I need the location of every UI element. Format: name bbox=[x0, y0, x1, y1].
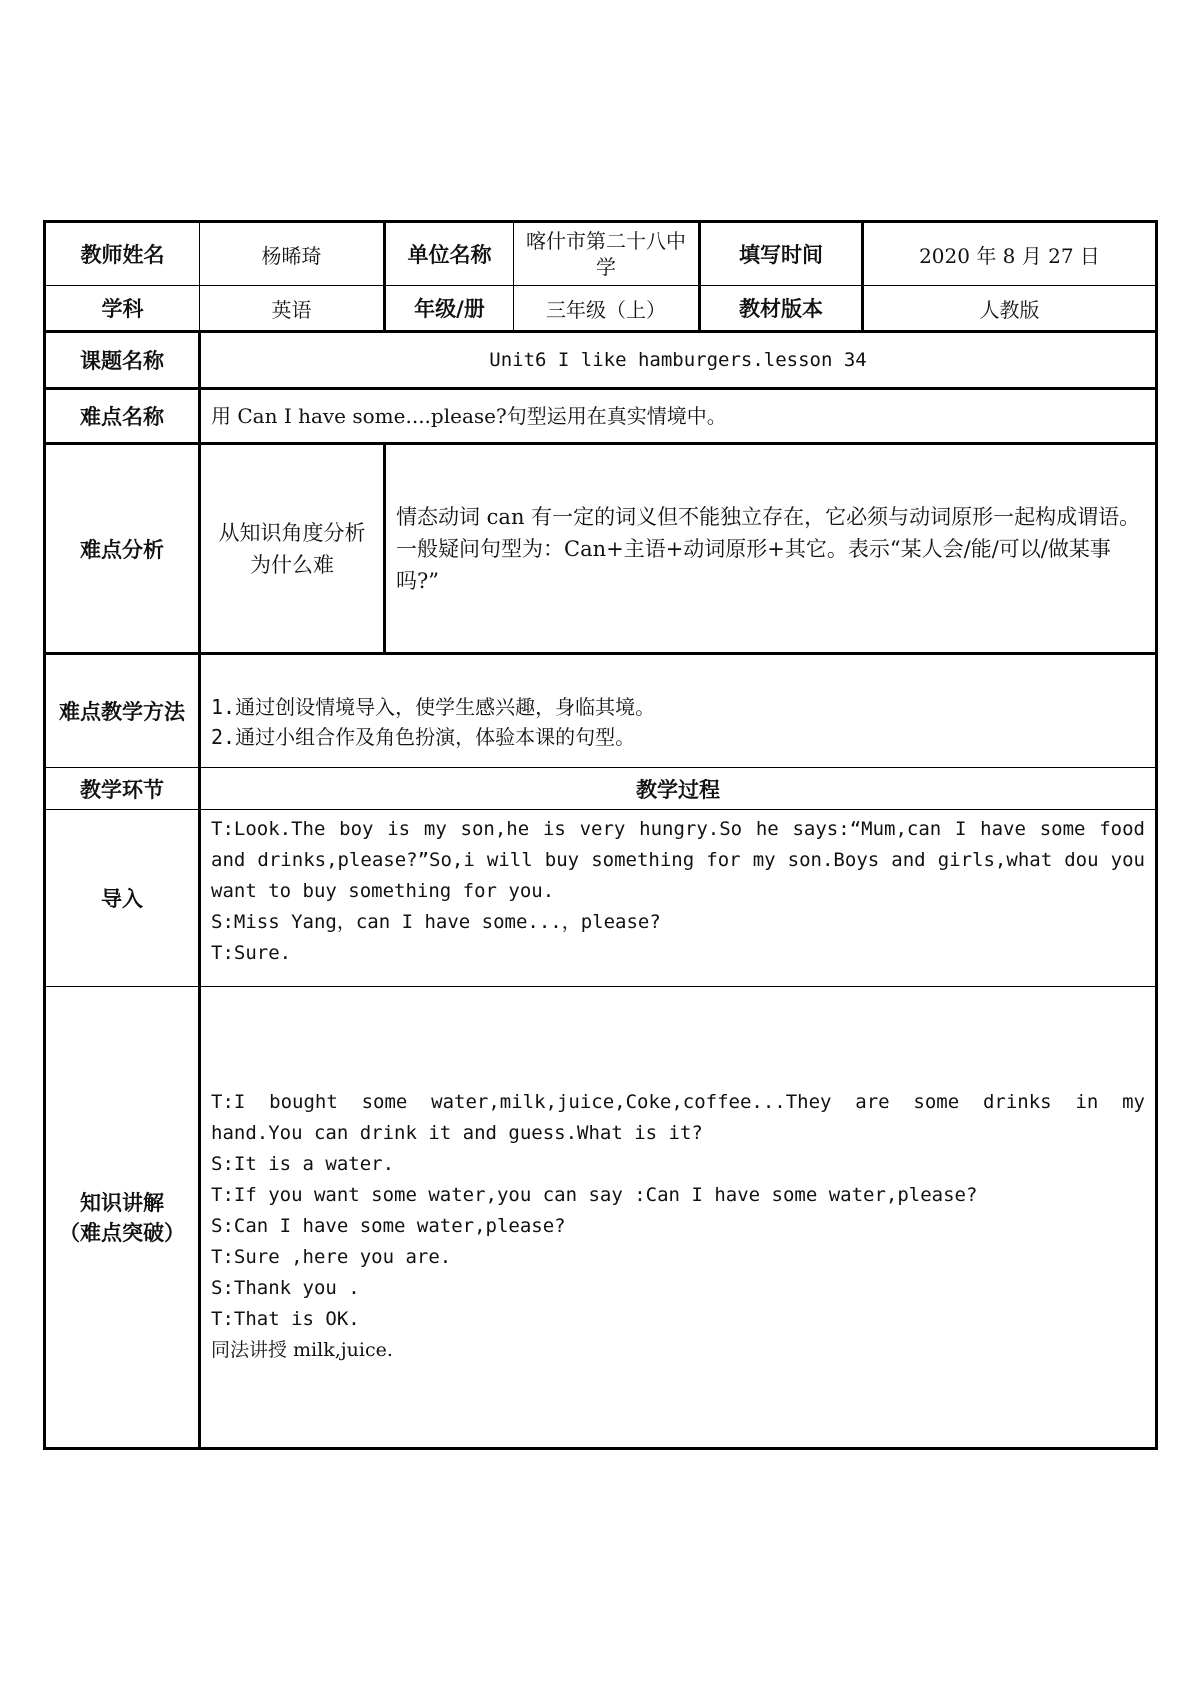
knowledge-line-8: 同法讲授 milk,juice. bbox=[211, 1339, 393, 1361]
analysis-sub-cell bbox=[200, 444, 385, 654]
intro-label: 导入 bbox=[45, 810, 200, 987]
analysis-text: 情态动词 can 有一定的词义但不能独立存在，它必须与动词原形一起构成谓语。一般疑问句型为：Can+主语+动词原形+其它。表示“某人会/能/可以/做某事吗?” bbox=[396, 504, 1141, 593]
intro-line-3: T:Sure. bbox=[211, 942, 292, 964]
analysis-text-cell bbox=[385, 444, 1157, 654]
knowledge-line-7: T:That is OK. bbox=[211, 1308, 360, 1330]
topic-value: Unit6 I like hamburgers.lesson 34 bbox=[200, 332, 1157, 389]
method-cell bbox=[200, 654, 1157, 768]
unit-name-label: 单位名称 bbox=[385, 222, 514, 286]
method-line-2: 2.通过小组合作及角色扮演，体验本课的句型。 bbox=[211, 725, 636, 749]
intro-line-1: T:Look.The boy is my son,he is very hungry.So he says:“Mum,can I have some food and drinks,please?”So,i will buy something for my son.Boys and girls,what dou you want to buy something for you. bbox=[211, 818, 1145, 902]
knowledge-label-cell bbox=[45, 987, 200, 1449]
process-header: 教学过程 bbox=[200, 768, 1157, 810]
textbook-edition-label: 教材版本 bbox=[700, 286, 863, 332]
method-line-1: 1.通过创设情境导入，使学生感兴趣，身临其境。 bbox=[211, 695, 656, 719]
teacher-name-label: 教师姓名 bbox=[45, 222, 200, 286]
knowledge-label: 知识讲解 bbox=[80, 1191, 164, 1215]
difficulty-value: 用 Can I have some....please?句型运用在真实情境中。 bbox=[200, 389, 1157, 444]
teacher-name-value: 杨晞琦 bbox=[200, 222, 385, 286]
intro-cell bbox=[200, 810, 1157, 987]
knowledge-line-5: T:Sure ,here you are. bbox=[211, 1246, 452, 1268]
analysis-sub-label: 从知识角度分析为什么难 bbox=[218, 520, 366, 577]
lesson-plan-document bbox=[43, 220, 1155, 1450]
grade-label: 年级/册 bbox=[385, 286, 514, 332]
knowledge-line-3: T:If you want some water,you can say :Can I have some water,please? bbox=[211, 1184, 978, 1206]
knowledge-sublabel: （难点突破） bbox=[59, 1221, 185, 1245]
subject-label: 学科 bbox=[45, 286, 200, 332]
lesson-plan-table bbox=[43, 220, 1158, 1450]
analysis-label: 难点分析 bbox=[45, 444, 200, 654]
knowledge-line-2: S:It is a water. bbox=[211, 1153, 395, 1175]
fill-time-value: 2020 年 8 月 27 日 bbox=[863, 222, 1157, 286]
knowledge-cell bbox=[200, 987, 1157, 1449]
grade-value: 三年级（上） bbox=[514, 286, 700, 332]
difficulty-label: 难点名称 bbox=[45, 389, 200, 444]
topic-label: 课题名称 bbox=[45, 332, 200, 389]
knowledge-line-1: T:I bought some water,milk,juice,Coke,coffee...They are some drinks in my hand.You can drink it and guess.What is it? bbox=[211, 1091, 1145, 1144]
fill-time-label: 填写时间 bbox=[700, 222, 863, 286]
process-stage-header: 教学环节 bbox=[45, 768, 200, 810]
textbook-edition-value: 人教版 bbox=[863, 286, 1157, 332]
knowledge-line-4: S:Can I have some water,please? bbox=[211, 1215, 566, 1237]
unit-name-value: 喀什市第二十八中学 bbox=[514, 222, 700, 286]
method-label: 难点教学方法 bbox=[45, 654, 200, 768]
intro-line-2: S:Miss Yang，can I have some...，please? bbox=[211, 911, 661, 933]
knowledge-line-6: S:Thank you . bbox=[211, 1277, 360, 1299]
subject-value: 英语 bbox=[200, 286, 385, 332]
